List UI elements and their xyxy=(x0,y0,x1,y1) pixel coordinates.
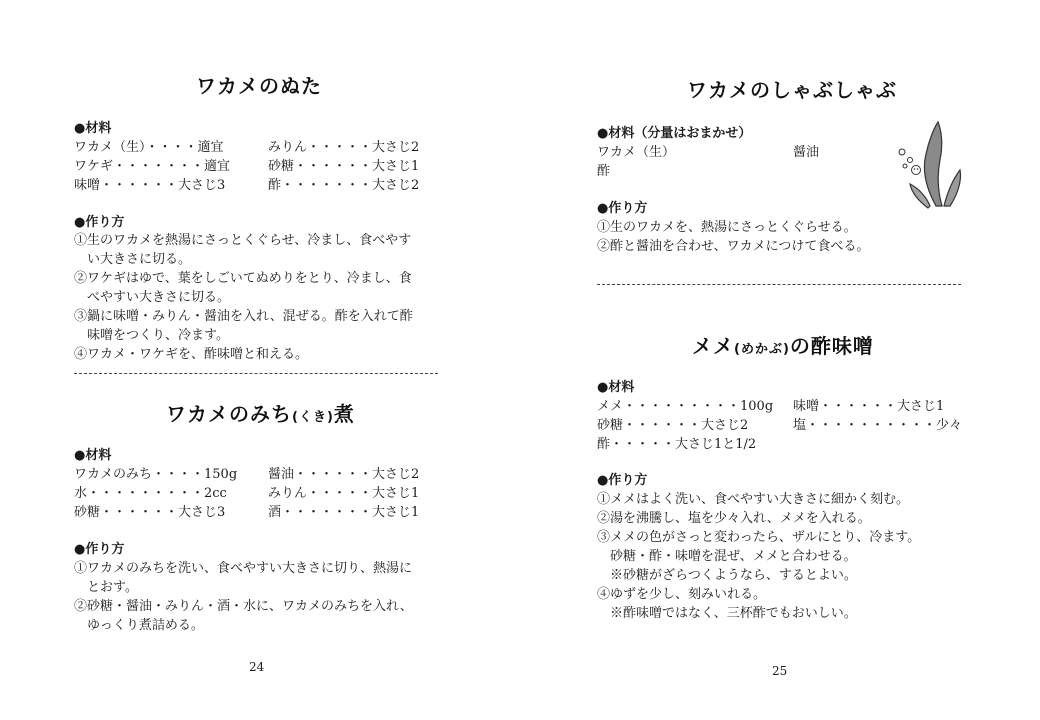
step-line: ④ゆずを少し、刻みいれる。 xyxy=(597,587,767,602)
recipe-title-small: (めかぶ) xyxy=(734,342,790,357)
method-heading: ●作り方 xyxy=(597,201,648,216)
step-note: ※酢味噌ではなく、三杯酢でもおいしい。 xyxy=(610,606,857,621)
recipe-title xyxy=(166,398,355,427)
step-line: べやすい大きさに切る。 xyxy=(87,290,231,305)
recipe-title: ワカメのぬた xyxy=(196,74,322,98)
step-line: ③鍋に味噌・みりん・醤油を入れ、混ぜる。酢を入れて酢 xyxy=(74,309,413,324)
ingredient-item: みりん・・・・・大さじ1 xyxy=(268,486,420,501)
step-line: ①ワカメのみちを洗い、食べやすい大きさに切り、熱湯に xyxy=(74,561,413,576)
step-line: ④ワカメ・ワケギを、酢味噌と和える。 xyxy=(74,347,309,362)
ingredients-heading: ●材料 xyxy=(74,448,112,463)
recipe-title-small: (くき) xyxy=(292,410,334,425)
step-line: とおす。 xyxy=(87,580,138,595)
ingredient-item: ワカメのみち・・・・150g xyxy=(74,467,238,482)
ingredient-item: 味噌・・・・・・大さじ3 xyxy=(74,178,226,193)
page-number: 24 xyxy=(249,660,265,674)
ingredient-item: 醤油・・・・・・大さじ2 xyxy=(268,467,420,482)
ingredient-item: ワカメ（生） xyxy=(597,145,676,160)
step-line: ①生のワカメを、熱湯にさっとくぐらせる。 xyxy=(597,220,857,235)
ingredient-item: 塩・・・・・・・・・・少々 xyxy=(793,418,963,433)
step-line: ①生のワカメを熱湯にさっとくぐらせ、冷まし、食べやす xyxy=(74,233,412,248)
recipe-title xyxy=(692,330,874,359)
method-heading: ●作り方 xyxy=(597,473,648,488)
recipe-title-end: の酢味噌 xyxy=(789,334,874,358)
ingredient-item: 酢・・・・・・・大さじ2 xyxy=(268,178,420,193)
ingredient-item: メメ・・・・・・・・・100g xyxy=(597,399,774,414)
recipe-title: ワカメのしゃぶしゃぶ xyxy=(687,78,897,102)
step-line: ②酢と醤油を合わせ、ワカメにつけて食べる。 xyxy=(597,239,870,254)
step-line: 砂糖・酢・味噌を混ぜ、メメと合わせる。 xyxy=(610,549,857,564)
page-number: 25 xyxy=(772,664,788,678)
ingredient-item: 味噌・・・・・・大さじ1 xyxy=(793,399,945,414)
step-line: ゆっくり煮詰める。 xyxy=(87,618,204,633)
step-line: ③メメの色がさっと変わったら、ザルにとり、冷ます。 xyxy=(597,530,921,545)
ingredient-item: 酢 xyxy=(597,164,611,179)
ingredient-item: ワカメ（生）・・・・適宜 xyxy=(74,140,224,155)
seaweed-icon xyxy=(896,118,966,210)
step-line: 味噌をつくり、冷ます。 xyxy=(87,328,229,343)
step-note: ※砂糖がざらつくようなら、するとよい。 xyxy=(610,568,857,583)
dotted-divider xyxy=(597,284,961,285)
right-page xyxy=(520,0,1040,720)
method-heading: ●作り方 xyxy=(74,542,125,557)
ingredient-item: 醤油 xyxy=(793,145,820,160)
step-line: ①メメはよく洗い、食べやすい大きさに細かく刻む。 xyxy=(597,492,910,507)
step-line: ②湯を沸騰し、塩を少々入れ、メメを入れる。 xyxy=(597,511,871,526)
ingredients-heading: ●材料 xyxy=(597,380,635,395)
recipe-title-main: ワカメのみち xyxy=(166,402,292,426)
ingredient-item: 酢・・・・・大さじ1と1/2 xyxy=(597,437,757,452)
ingredients-heading: ●材料（分量はおまかせ） xyxy=(597,126,752,141)
dotted-divider xyxy=(74,373,438,374)
recipe-title-end: 煮 xyxy=(333,402,355,426)
ingredient-item: 水・・・・・・・・・2cc xyxy=(74,486,227,501)
ingredient-item: 酒・・・・・・・大さじ1 xyxy=(268,505,420,520)
ingredients-heading: ●材料 xyxy=(74,121,112,136)
ingredient-item: 砂糖・・・・・・大さじ1 xyxy=(268,159,420,174)
step-line: い大きさに切る。 xyxy=(87,252,192,267)
ingredient-item: ワケギ・・・・・・・適宜 xyxy=(74,159,231,174)
ingredient-item: みりん・・・・・大さじ2 xyxy=(268,140,420,155)
ingredient-item: 砂糖・・・・・・大さじ2 xyxy=(597,418,749,433)
recipe-title-main: メメ xyxy=(692,334,734,358)
step-line: ②砂糖・醤油・みりん・酒・水に、ワカメのみちを入れ、 xyxy=(74,599,413,614)
step-line: ②ワケギはゆで、葉をしごいてぬめりをとり、冷まし、食 xyxy=(74,271,412,286)
ingredient-item: 砂糖・・・・・・大さじ3 xyxy=(74,505,226,520)
method-heading: ●作り方 xyxy=(74,215,125,230)
